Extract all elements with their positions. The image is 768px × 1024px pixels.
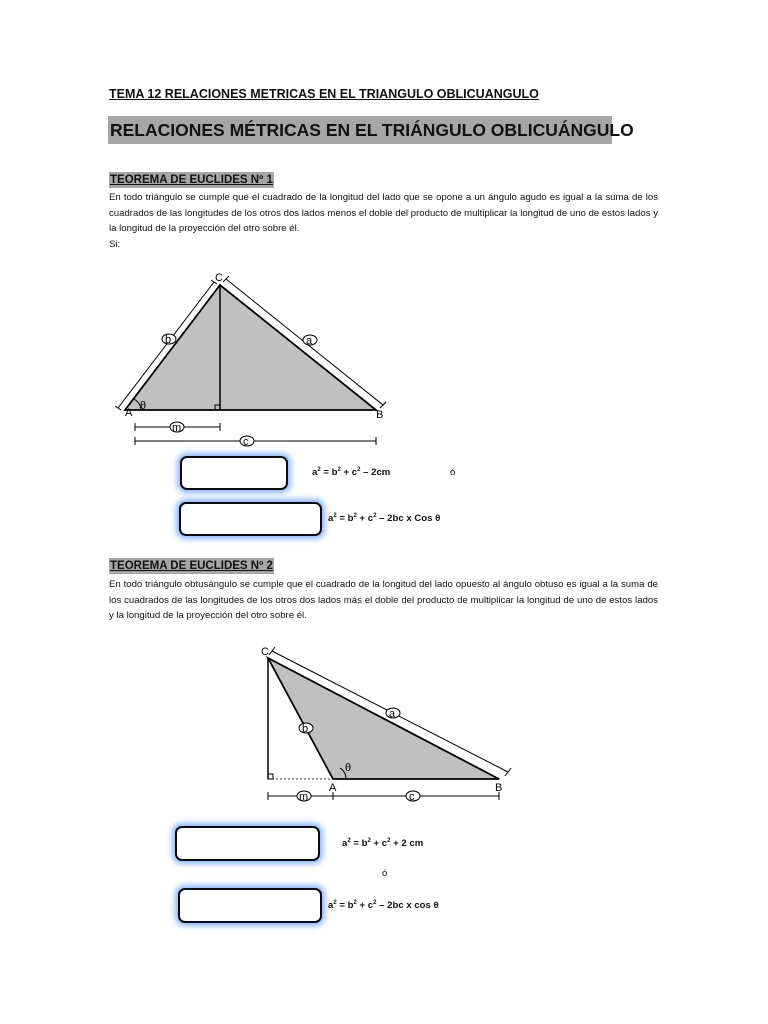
label-m: m	[172, 422, 182, 434]
triangle-shape	[125, 285, 376, 410]
formula-box-3	[175, 826, 320, 861]
label-side-b: b	[165, 334, 172, 346]
label-side-a: a	[306, 335, 313, 347]
label-theta: θ	[345, 762, 352, 774]
label-vertex-c: C	[215, 272, 223, 284]
label-vertex-a: A	[329, 782, 337, 794]
figure-acute-triangle	[110, 262, 400, 452]
theorem2-body: En todo triángulo obtusángulo se cumple que el cuadrado de la longitud del lado opuesto al ángulo obtuso es igual a la suma de los cuadrados de las longitudes de los otros dos lados más el doble del producto de multiplicar la longitud de uno de estos lados y la longitud de la proyección del otro sobre él.	[109, 579, 658, 622]
theorem1-title: TEOREMA DE EUCLIDES Nº 1	[110, 174, 273, 186]
main-heading: RELACIONES MÉTRICAS EN EL TRIÁNGULO OBLICUÁNGULO	[108, 116, 612, 144]
formula-2: $a^2 = b^2 + c^2 - 2bc$ x Cos θ	[328, 513, 441, 524]
or-label-1: ó	[450, 467, 456, 478]
label-side-c: c	[409, 791, 415, 803]
label-side-b: b	[302, 723, 309, 735]
formula-3: $a^2 = b^2 + c^2 + 2$ cm	[342, 838, 424, 849]
triangle-shape	[268, 658, 499, 779]
figure-obtuse-triangle	[258, 638, 528, 810]
theorem1-body: En todo triángulo se cumple que el cuadrado de la longitud del lado que se opone a un ángulo agudo es igual a la suma de los cuadrados de las longitudes de los otros dos lados menos el doble del producto de multiplicar la longitud de uno de estos lados y la longitud de la proyección del otro sobre él.	[109, 192, 658, 235]
label-vertex-b: B	[376, 409, 384, 421]
formula-box-2	[179, 502, 322, 536]
label-vertex-b: B	[495, 782, 503, 794]
formula-box-4	[178, 888, 322, 923]
label-side-c: c	[243, 436, 249, 448]
formula-box-1	[180, 456, 288, 490]
formula-1: $a^2 = b^2 + c^2 - 2cm$	[312, 467, 391, 478]
formula-4: $a^2 = b^2 + c^2 - 2bc$ x cos θ	[328, 900, 439, 911]
label-side-a: a	[389, 708, 396, 720]
label-theta: θ	[140, 400, 147, 412]
document-title: TEMA 12 RELACIONES METRICAS EN EL TRIANGULO OBLICUANGULO	[109, 87, 539, 101]
or-label-2: ó	[382, 868, 388, 879]
si-label: Si:	[109, 239, 121, 250]
label-m: m	[299, 791, 309, 803]
label-vertex-a: A	[125, 407, 133, 419]
theorem2-title: TEOREMA DE EUCLIDES Nº 2	[110, 560, 273, 572]
label-vertex-c: C	[261, 646, 269, 658]
